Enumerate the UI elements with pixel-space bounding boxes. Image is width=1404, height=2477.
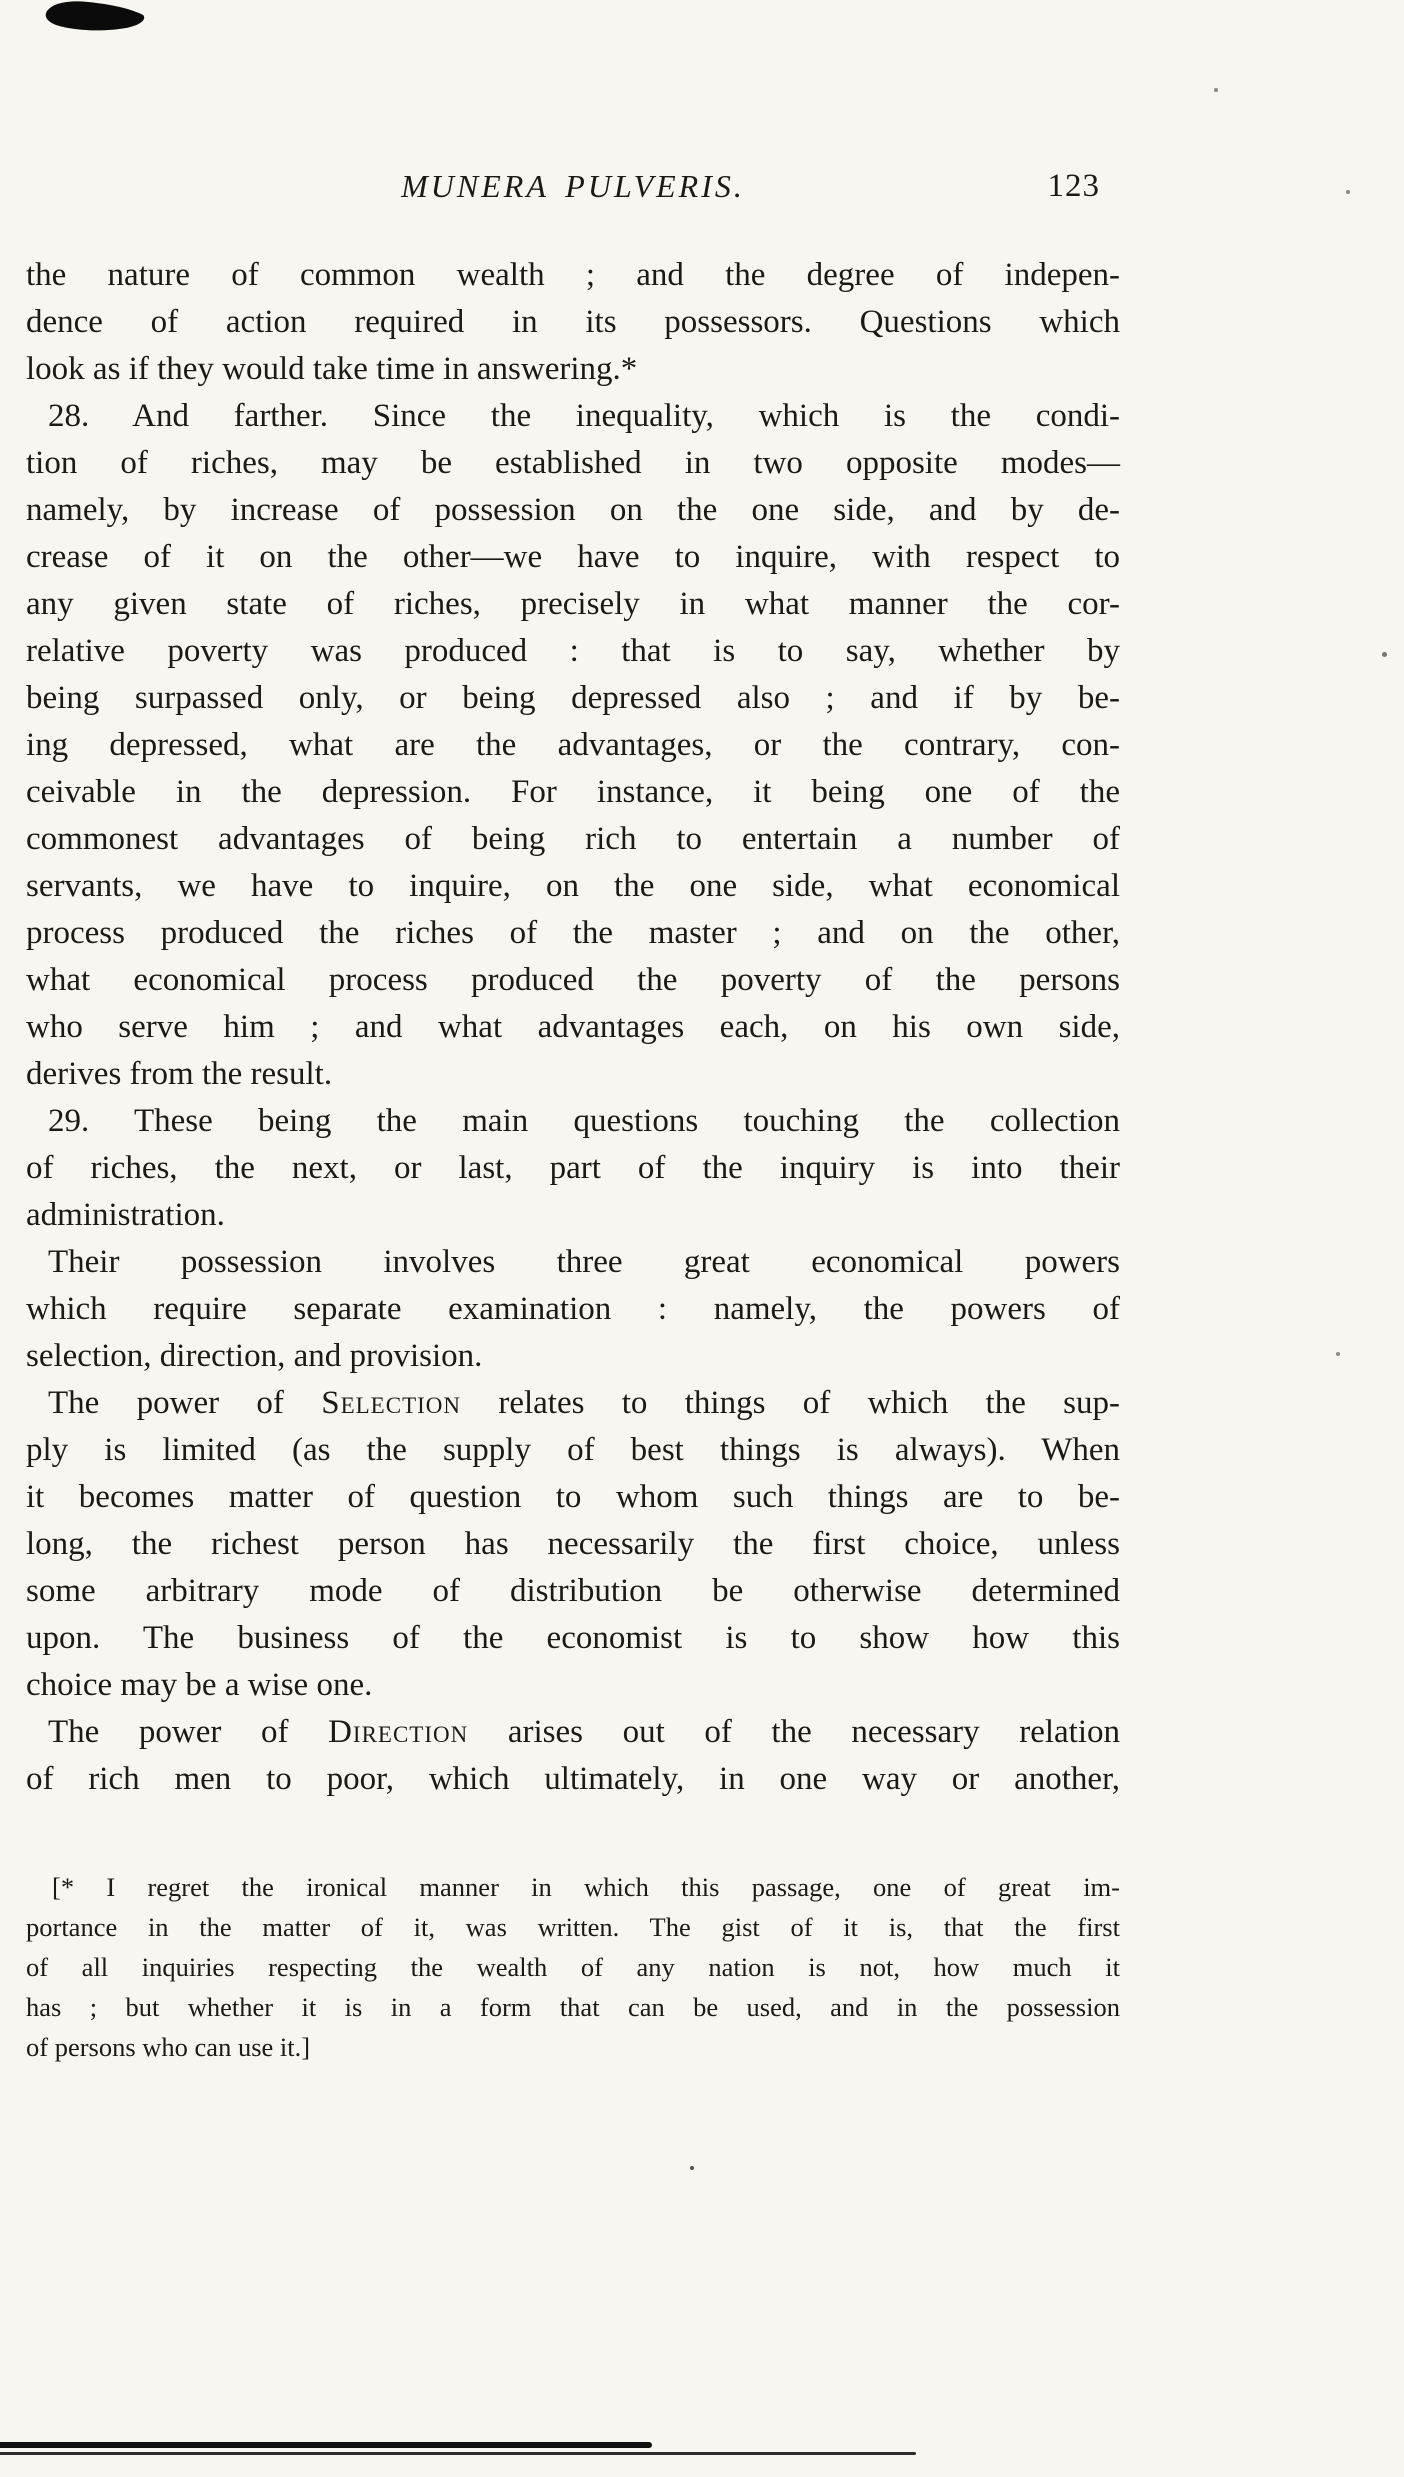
text-line: tion of riches, may be established in two opposite modes— [26, 445, 1120, 481]
text-line: upon. The business of the economist is to show how this [26, 1620, 1120, 1656]
text-line: derives from the result. [26, 1056, 333, 1092]
text-line: of rich men to poor, which ultimately, in one way or another, [26, 1761, 1120, 1797]
text-line: dence of action required in its possessors. Questions which [26, 304, 1120, 340]
scan-speck [690, 2166, 694, 2170]
page-number: 123 [1047, 168, 1100, 204]
ink-blob-artifact [44, 0, 148, 32]
text-line: what economical process produced the poverty of the persons [26, 962, 1120, 998]
footnote-line: portance in the matter of it, was written. The gist of it is, that the first [26, 1912, 1120, 1942]
paragraph [26, 1098, 1120, 1239]
text-line [26, 1709, 1120, 1756]
scan-speck [1336, 1352, 1340, 1356]
text-line: administration. [26, 1197, 225, 1233]
text-line: 29. These being the main questions touching the collection [48, 1103, 1120, 1139]
page-bottom-scan-line [0, 2442, 652, 2448]
text-line: being surpassed only, or being depressed also ; and if by be- [26, 680, 1120, 716]
running-header [26, 168, 1120, 218]
text-line: Their possession involves three great economical powers [48, 1244, 1120, 1280]
text-line: any given state of riches, precisely in what manner the cor- [26, 586, 1120, 622]
scan-speck [1382, 652, 1387, 657]
book-title-header: MUNERA PULVERIS. [401, 168, 745, 204]
text-line: ceivable in the depression. For instance, it being one of the [26, 774, 1120, 810]
text-line: ply is limited (as the supply of best things is always). When [26, 1432, 1120, 1468]
text-segment: The power of [48, 1385, 322, 1421]
small-caps-word: Direction [328, 1714, 469, 1750]
footnote-line: of all inquiries respecting the wealth of any nation is not, how much it [26, 1952, 1120, 1982]
text-line: 28. And farther. Since the inequality, which is the condi- [48, 398, 1120, 434]
paragraph [26, 1239, 1120, 1380]
text-line: which require separate examination : namely, the powers of [26, 1291, 1120, 1327]
footnote [26, 1867, 1120, 2067]
paragraph [26, 252, 1120, 393]
text-line: it becomes matter of question to whom such things are to be- [26, 1479, 1120, 1515]
text-line: namely, by increase of possession on the one side, and by de- [26, 492, 1120, 528]
text-line: look as if they would take time in answering.* [26, 351, 638, 387]
text-line: process produced the riches of the master ; and on the other, [26, 915, 1120, 951]
text-line: some arbitrary mode of distribution be otherwise determined [26, 1573, 1120, 1609]
text-line [26, 1380, 1120, 1427]
text-line: selection, direction, and provision. [26, 1338, 483, 1374]
scan-speck [1346, 190, 1350, 194]
text-segment: The power of [48, 1714, 329, 1750]
paragraph [26, 1380, 1120, 1709]
text-line: choice may be a wise one. [26, 1667, 373, 1703]
text-line: long, the richest person has necessarily the first choice, unless [26, 1526, 1120, 1562]
small-caps-word: Selection [321, 1385, 462, 1421]
text-line: of riches, the next, or last, part of the inquiry is into their [26, 1150, 1120, 1186]
text-line: the nature of common wealth ; and the degree of indepen- [26, 257, 1120, 293]
text-segment: relates to things of which the sup- [461, 1385, 1120, 1421]
footnote-line: [* I regret the ironical manner in which this passage, one of great im- [52, 1872, 1120, 1902]
paragraph [26, 1709, 1120, 1803]
text-segment: arises out of the necessary relation [468, 1714, 1120, 1750]
scan-speck [1214, 88, 1218, 92]
paragraph [26, 393, 1120, 1098]
text-line: ing depressed, what are the advantages, or the contrary, con- [26, 727, 1120, 763]
text-line: relative poverty was produced : that is to say, whether by [26, 633, 1120, 669]
text-line: commonest advantages of being rich to entertain a number of [26, 821, 1120, 857]
text-line: crease of it on the other—we have to inquire, with respect to [26, 539, 1120, 575]
page-bottom-scan-line-thin [0, 2452, 916, 2455]
text-line: servants, we have to inquire, on the one side, what economical [26, 868, 1120, 904]
page-body [26, 252, 1120, 2067]
footnote-line: has ; but whether it is in a form that can be used, and in the possession [26, 1992, 1120, 2022]
footnote-line: of persons who can use it.] [26, 2032, 311, 2062]
text-line: who serve him ; and what advantages each, on his own side, [26, 1009, 1120, 1045]
